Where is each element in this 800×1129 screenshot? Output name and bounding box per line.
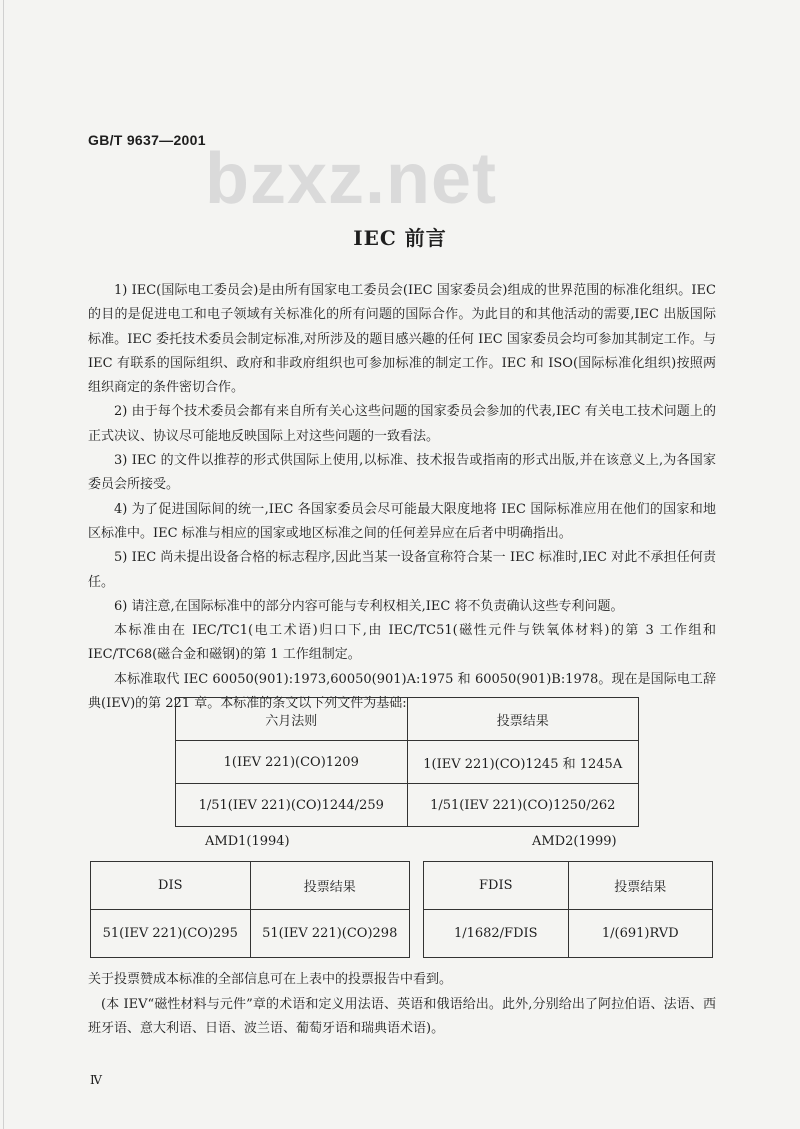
- table-header-row: [424, 862, 713, 910]
- amd1-label: AMD1(1994): [205, 834, 290, 849]
- paragraph-8: 本标准取代 IEC 60050(901):1973,60050(901)A:1975 和 60050(901)B:1978。现在是国际电工辞典(IEV)的第 221 章。本标准的条文以下列文件为基础:: [88, 671, 716, 712]
- table-cell: 1/(691)RVD: [568, 910, 713, 958]
- table-header-cell: 投票结果: [568, 862, 713, 910]
- watermark: bzxz.net: [205, 139, 498, 219]
- paragraph-2: 2) 由于每个技术委员会都有来自所有关心这些问题的国家委员会参加的代表,IEC 有关电工技术问题上的正式决议、协议尽可能地反映国际上对这些问题的一致看法。: [88, 404, 716, 444]
- table-header-row: [91, 862, 410, 910]
- table-cell: 51(IEV 221)(CO)298: [250, 910, 410, 958]
- amd2-label: AMD2(1999): [532, 834, 617, 849]
- scan-margin-line: [3, 0, 4, 1129]
- main-voting-table: [175, 697, 639, 827]
- table-header-cell: FDIS: [424, 862, 569, 910]
- table-header-cell: DIS: [91, 862, 251, 910]
- page-title: IEC 前言: [353, 226, 447, 250]
- paragraph-6: 6) 请注意,在国际标准中的部分内容可能与专利权相关,IEC 将不负责确认这些专利问题。: [114, 598, 624, 614]
- table-row: [91, 910, 410, 958]
- table-cell: 1(IEV 221)(CO)1245 和 1245A: [407, 741, 639, 784]
- page-number: Ⅳ: [90, 1073, 102, 1087]
- amd2-table: [423, 861, 713, 958]
- table-header-cell: 六月法则: [176, 698, 408, 741]
- paragraph-1: 1) IEC(国际电工委员会)是由所有国家电工委员会(IEC 国家委员会)组成的世界范围的标准化组织。IEC 的目的是促进电工和电子领域有关标准化的所有问题的国际合作。为此目的和其他活动的需要,IEC 出版国际标准。IEC 委托技术委员会制定标准,对所涉及的题目感兴趣的任何 IEC 国家委员会均可参加其制定工作。与 IEC 有联系的国际组织、政府和非政府组织也可参加标准的制定工作。IEC 和 ISO(国际标准化组织)按照两组织商定的条件密切合作。: [88, 283, 716, 396]
- table-header-cell: 投票结果: [250, 862, 410, 910]
- document-code: GB/T 9637—2001: [88, 132, 206, 148]
- foreword-body: [88, 279, 716, 716]
- closing-text: [88, 968, 716, 1042]
- table-row: [424, 910, 713, 958]
- table-cell: 1/51(IEV 221)(CO)1244/259: [176, 784, 408, 827]
- closing-line-1: 关于投票赞成本标准的全部信息可在上表中的投票报告中看到。: [88, 972, 453, 987]
- closing-line-2: (本 IEV“磁性材料与元件”章的术语和定义用法语、英语和俄语给出。此外,分别给出了阿拉伯语、法语、西班牙语、意大利语、日语、波兰语、葡萄牙语和瑞典语术语)。: [88, 996, 716, 1036]
- amd1-table: [90, 861, 410, 958]
- table-cell: 1/51(IEV 221)(CO)1250/262: [407, 784, 639, 827]
- paragraph-7: 本标准由在 IEC/TC1(电工术语)归口下,由 IEC/TC51(磁性元件与铁氧体材料)的第 3 工作组和 IEC/TC68(磁合金和磁钢)的第 1 工作组制定。: [88, 623, 716, 663]
- table-row: [176, 741, 639, 784]
- paragraph-5: 5) IEC 尚未提出设备合格的标志程序,因此当某一设备宣称符合某一 IEC 标准时,IEC 对此不承担任何责任。: [88, 550, 716, 590]
- table-header-cell: 投票结果: [407, 698, 639, 741]
- table-row: [176, 784, 639, 827]
- table-cell: 1/1682/FDIS: [424, 910, 569, 958]
- table-cell: 1(IEV 221)(CO)1209: [176, 741, 408, 784]
- table-cell: 51(IEV 221)(CO)295: [91, 910, 251, 958]
- paragraph-4: 4) 为了促进国际间的统一,IEC 各国家委员会尽可能最大限度地将 IEC 国际标准应用在他们的国家和地区标准中。IEC 标准与相应的国家或地区标准之间的任何差异应在后者中明确指出。: [88, 501, 716, 541]
- paragraph-3: 3) IEC 的文件以推荐的形式供国际上使用,以标准、技术报告或指南的形式出版,并在该意义上,为各国家委员会所接受。: [88, 453, 716, 493]
- table-header-row: [176, 698, 639, 741]
